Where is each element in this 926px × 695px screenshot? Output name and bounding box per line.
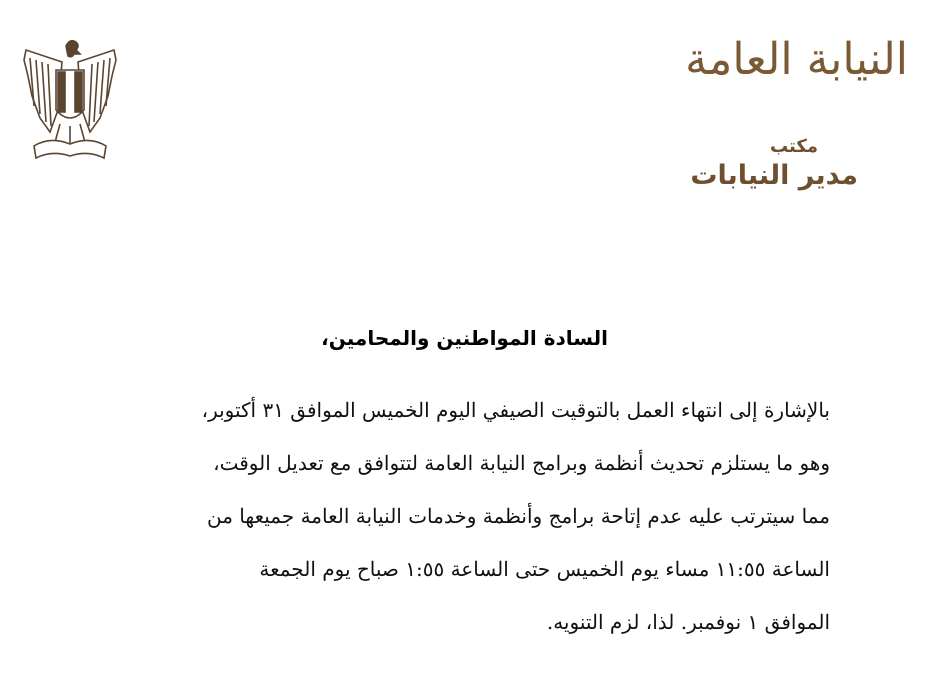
body-line: مما سيترتب عليه عدم إتاحة برامج وأنظمة وخدمات النيابة العامة جميعها من <box>207 504 830 528</box>
body-line: بالإشارة إلى انتهاء العمل بالتوقيت الصيفي اليوم الخميس الموافق ٣١ أكتوبر، <box>201 398 830 422</box>
body-line: وهو ما يستلزم تحديث أنظمة وبرامج النيابة العامة لتتوافق مع تعديل الوقت، <box>213 451 830 475</box>
salutation: السادة المواطنين والمحامين، <box>321 326 608 350</box>
body-line: الموافق ١ نوفمبر. لذا، لزم التنويه. <box>546 610 830 634</box>
office-prefix: مكتب <box>769 136 818 157</box>
office-name: مدير النيابات <box>690 160 858 191</box>
org-name: النيابة العامة <box>685 34 908 85</box>
body-line: الساعة ١١:٥٥ مساء يوم الخميس حتى الساعة ١:٥٥ صباح يوم الجمعة <box>259 557 830 581</box>
egypt-eagle-emblem-icon <box>20 36 120 170</box>
letter-body <box>98 384 830 649</box>
